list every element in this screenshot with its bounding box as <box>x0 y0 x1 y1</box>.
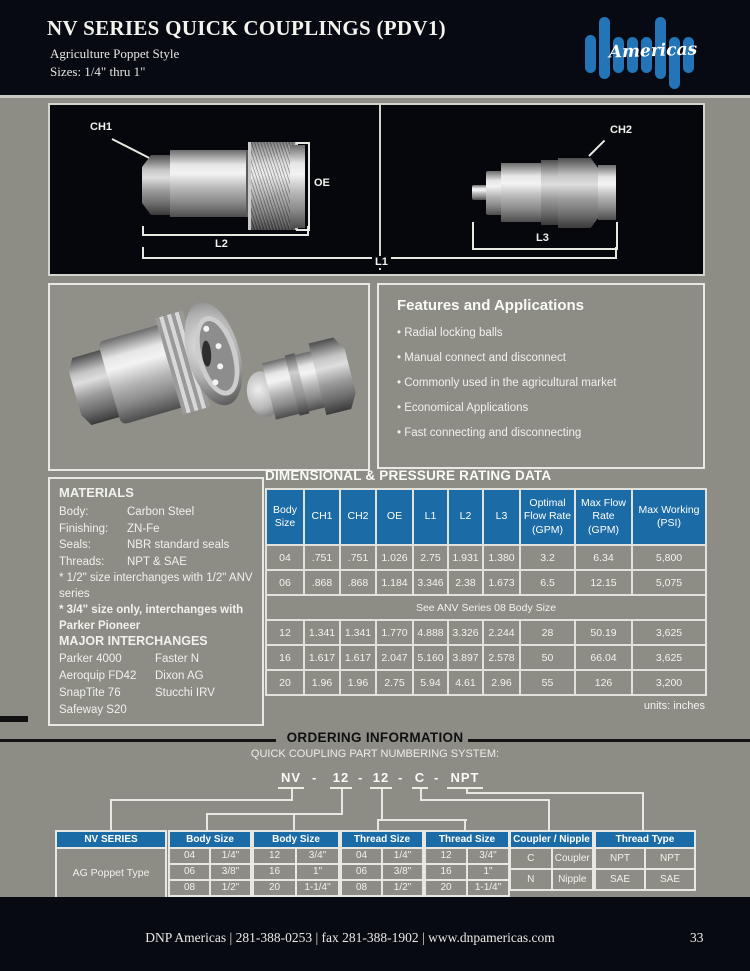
dimension-cell: 1.341 <box>304 620 340 645</box>
part-number-segment: NPT <box>447 770 483 789</box>
dimension-cell: 6.5 <box>520 570 575 595</box>
ordering-box <box>509 830 594 891</box>
materials-label: Seals: <box>59 539 91 551</box>
ordering-code-cell: 06 <box>170 865 211 879</box>
dimension-cell: 2.75 <box>413 545 448 570</box>
ordering-value-cell: 1" <box>312 866 323 877</box>
interchange-left: Safeway S20 <box>59 704 127 716</box>
interchange-row <box>59 685 255 702</box>
dimension-table-header-row <box>266 489 706 545</box>
page-title: NV SERIES QUICK COUPLINGS (PDV1) <box>47 16 446 40</box>
dimension-cell: 1.184 <box>376 570 413 595</box>
ordering-code-cell: 12 <box>254 849 297 863</box>
dimension-cell: 4.888 <box>413 620 448 645</box>
dimension-cell: 1.617 <box>340 645 376 670</box>
materials-label: Finishing: <box>59 522 109 535</box>
ordering-code-cell: 16 <box>254 865 297 879</box>
feature-item: • Fast connecting and disconnecting <box>397 427 616 439</box>
ordering-box-row <box>596 870 694 889</box>
part-number-separator: - <box>312 770 317 785</box>
ordering-box-row <box>254 881 338 895</box>
ordering-code-cell: 12 <box>426 849 468 863</box>
part-number-segment: C <box>412 770 428 789</box>
dimension-cell: 3.2 <box>520 545 575 570</box>
page-footer <box>0 897 750 971</box>
materials-row <box>59 504 255 521</box>
interchange-right: Faster N <box>155 653 200 665</box>
product-photo-panel <box>48 283 370 471</box>
dimension-cell: 28 <box>520 620 575 645</box>
dimension-table-row <box>266 670 706 695</box>
page-header <box>0 0 750 98</box>
photo-nipple <box>239 335 360 432</box>
ordering-box-row <box>342 849 422 865</box>
connector-line <box>381 789 383 821</box>
connector-line <box>420 799 550 801</box>
materials-row <box>59 521 255 538</box>
dimension-cell: 1.931 <box>448 545 483 570</box>
ordering-value-cell: 3/4" <box>308 850 327 861</box>
ordering-box-row <box>596 849 694 870</box>
connector-line <box>110 799 293 801</box>
connector-line <box>110 799 112 831</box>
connector-line <box>548 799 550 831</box>
dimension-column-header: CH2 <box>340 489 376 545</box>
dimension-cell: 4.61 <box>448 670 483 695</box>
ordering-box-row <box>511 849 592 870</box>
coupler-hex-nut <box>142 155 172 215</box>
dimension-cell: 3,625 <box>632 645 706 670</box>
dimension-cell: 126 <box>575 670 632 695</box>
ordering-box <box>594 830 696 891</box>
dim-label-l1: L1 <box>372 256 391 268</box>
connector-line <box>293 813 295 831</box>
ordering-box-row <box>426 865 508 881</box>
ordering-value-cell: 1/2" <box>393 882 412 893</box>
features-panel <box>377 283 705 469</box>
ordering-box-header: Thread Size <box>426 832 508 849</box>
dimension-cell: .868 <box>304 570 340 595</box>
ordering-value-cell: 1-1/4" <box>474 882 502 893</box>
ordering-value-cell: 1/4" <box>221 850 240 861</box>
dimension-cell: 3.326 <box>448 620 483 645</box>
ordering-box-header: Thread Size <box>342 832 422 849</box>
materials-row <box>59 537 255 554</box>
ordering-code-cell: C <box>511 849 553 868</box>
ordering-code-cell: 04 <box>170 849 211 863</box>
dimension-cell: 50 <box>520 645 575 670</box>
dimension-cell: 1.96 <box>340 670 376 695</box>
ordering-code-cell: 04 <box>342 849 383 863</box>
ch2-pointer-line <box>588 140 605 157</box>
ordering-box-row <box>342 865 422 881</box>
part-number-separator: - <box>358 770 363 785</box>
dim-label-ch2: CH2 <box>610 124 633 136</box>
materials-note-2: * 3/4" size only, interchanges with Parker Pioneer <box>59 604 244 632</box>
feature-item: • Commonly used in the agricultural market <box>397 377 616 389</box>
part-number-separator: - <box>434 770 439 785</box>
nipple-body <box>501 163 544 222</box>
ordering-value-cell: 1-1/4" <box>304 882 331 893</box>
dimension-table <box>265 488 707 696</box>
dimension-table-row <box>266 545 706 570</box>
dimension-column-header: Body Size <box>266 489 304 545</box>
connector-line <box>642 792 644 831</box>
dimension-cell: 06 <box>266 570 304 595</box>
ordering-value-cell: 1" <box>483 866 493 877</box>
interchanges-title: MAJOR INTERCHANGES <box>59 634 208 648</box>
dimension-cell: 20 <box>266 670 304 695</box>
page-number: 33 <box>690 930 704 945</box>
dimension-column-header: OE <box>376 489 413 545</box>
dimension-cell: 2.047 <box>376 645 413 670</box>
dim-label-ch1: CH1 <box>90 121 113 133</box>
ordering-box-header: NV SERIES <box>57 832 165 849</box>
ordering-box-header: Body Size <box>254 832 338 849</box>
ordering-value-cell: 1/2" <box>221 882 240 893</box>
l3-tick-right <box>616 222 618 250</box>
materials-panel <box>48 477 264 726</box>
dimension-cell: 12 <box>266 620 304 645</box>
page-subtitle-style: Agriculture Poppet Style <box>50 46 180 61</box>
dimension-cell: 5,800 <box>632 545 706 570</box>
ordering-code-cell: 08 <box>170 881 211 895</box>
dimension-cell: 2.96 <box>483 670 520 695</box>
coupler-diagram <box>50 105 381 270</box>
ordering-box <box>340 830 424 897</box>
dimension-table-row <box>266 645 706 670</box>
photo-coupler <box>60 296 253 447</box>
footer-contact: DNP Americas | 281-388-0253 | fax 281-388-1902 | www.dnpamericas.com <box>145 930 555 945</box>
nipple-ring <box>541 160 560 225</box>
ordering-value-cell: 3/4" <box>479 850 497 861</box>
ch1-pointer-line <box>112 138 154 161</box>
materials-row <box>59 554 255 571</box>
dimension-table-body <box>266 545 706 695</box>
ordering-value-cell: 3/8" <box>393 866 412 877</box>
ordering-value-cell: Nipple <box>558 874 587 885</box>
interchange-row <box>59 651 255 668</box>
dim-label-l2: L2 <box>215 238 228 250</box>
dimension-column-header: L1 <box>413 489 448 545</box>
l3-bracket-line <box>472 248 618 250</box>
dimension-table-title: DIMENSIONAL & PRESSURE RATING DATA <box>265 468 552 483</box>
interchange-row <box>59 702 255 719</box>
ordering-box-row <box>170 865 250 881</box>
ordering-box-row <box>342 881 422 895</box>
interchange-row <box>59 668 255 685</box>
ordering-title: ORDERING INFORMATION <box>286 730 464 745</box>
ordering-box <box>168 830 252 897</box>
dimension-cell: 1.673 <box>483 570 520 595</box>
ordering-code-cell: N <box>511 870 553 889</box>
dimension-cell: 3.897 <box>448 645 483 670</box>
features-list <box>397 327 616 452</box>
part-number-segment: NV <box>278 770 304 789</box>
dimension-cell: 2.578 <box>483 645 520 670</box>
dimension-cell: .751 <box>304 545 340 570</box>
dimension-cell: 2.75 <box>376 670 413 695</box>
connector-line <box>206 813 343 815</box>
dnp-logo <box>585 5 715 93</box>
feature-item: • Radial locking balls <box>397 327 616 339</box>
part-number-separator: - <box>398 770 403 785</box>
dimension-cell: 50.19 <box>575 620 632 645</box>
ordering-value-cell: NPT <box>660 853 680 864</box>
ordering-value-cell: SAE <box>659 874 680 885</box>
dim-label-oe: OE <box>314 177 330 189</box>
ordering-box-row <box>170 881 250 895</box>
dimension-table-row <box>266 620 706 645</box>
page-subtitle-sizes: Sizes: 1/4" thru 1" <box>50 64 146 79</box>
materials-rows <box>59 504 255 570</box>
dimension-cell: 5,075 <box>632 570 706 595</box>
scan-edge-mark <box>0 716 28 722</box>
connector-line <box>341 789 343 815</box>
dimension-column-header: L3 <box>483 489 520 545</box>
ordering-box-header: Thread Type <box>596 832 694 849</box>
ordering-box-row <box>254 849 338 865</box>
dimension-cell: 5.94 <box>413 670 448 695</box>
ordering-box <box>252 830 340 897</box>
dimension-cell: 2.244 <box>483 620 520 645</box>
nipple-diagram <box>381 105 699 270</box>
ordering-code-cell: 20 <box>426 881 468 895</box>
interchange-right: Stucchi IRV <box>155 687 215 699</box>
dimension-table-row <box>266 595 706 620</box>
dimension-cell: 3,625 <box>632 620 706 645</box>
features-title: Features and Applications <box>397 297 584 314</box>
oe-bracket-line <box>308 142 310 231</box>
ordering-box <box>55 830 167 899</box>
interchange-right: Dixon AG <box>155 670 204 682</box>
ordering-code-cell: 06 <box>342 865 383 879</box>
ordering-box-row <box>426 881 508 895</box>
interchange-left: SnapTite 76 <box>59 687 121 699</box>
dimension-cell: 2.38 <box>448 570 483 595</box>
dimension-cell: 1.96 <box>304 670 340 695</box>
ordering-value-cell: 1/4" <box>393 850 412 861</box>
ordering-box-row <box>511 870 592 889</box>
dimension-cell: 1.617 <box>304 645 340 670</box>
dimension-cell: 1.026 <box>376 545 413 570</box>
dimension-cell: .868 <box>340 570 376 595</box>
ordering-box-header: Body Size <box>170 832 250 849</box>
interchanges-rows <box>59 651 255 719</box>
ordering-box-row <box>170 849 250 865</box>
nipple-end <box>598 165 616 220</box>
dimension-column-header: CH1 <box>304 489 340 545</box>
dimension-cell: 12.15 <box>575 570 632 595</box>
ordering-box-header: Coupler / Nipple <box>511 832 592 849</box>
dim-label-l3: L3 <box>536 232 549 244</box>
materials-value: Carbon Steel <box>127 506 195 518</box>
nipple-hex-nut <box>558 158 600 228</box>
dimension-cell: 1.341 <box>340 620 376 645</box>
ordering-box-cell: AG Poppet Type <box>72 867 150 879</box>
interchange-left: Aeroquip FD42 <box>59 670 137 682</box>
ordering-subtitle: QUICK COUPLING PART NUMBERING SYSTEM: <box>250 748 500 760</box>
dimension-cell: 16 <box>266 645 304 670</box>
dimension-cell: 5.160 <box>413 645 448 670</box>
connector-line <box>206 813 208 831</box>
materials-value: NPT & SAE <box>127 555 187 568</box>
dimension-cell: 66.04 <box>575 645 632 670</box>
l3-tick-left <box>472 222 474 250</box>
part-number-segment: 12 <box>330 770 352 789</box>
interchange-left: Parker 4000 <box>59 653 122 665</box>
units-note: units: inches <box>643 700 705 712</box>
dimension-table-section <box>265 468 705 712</box>
ordering-code-cell: NPT <box>596 849 646 868</box>
connector-line <box>466 792 644 794</box>
dimension-cell: 04 <box>266 545 304 570</box>
dimension-cell: 1.380 <box>483 545 520 570</box>
coupler-collar <box>290 145 305 228</box>
feature-item: • Manual connect and disconnect <box>397 352 616 364</box>
coupler-body <box>170 150 250 217</box>
dimension-column-header: Max Working (PSI) <box>632 489 706 545</box>
materials-value: NBR standard seals <box>127 539 230 551</box>
dimension-cell: 6.34 <box>575 545 632 570</box>
part-number-segment: 12 <box>370 770 392 789</box>
feature-item: • Economical Applications <box>397 402 616 414</box>
ordering-code-cell: 20 <box>254 881 297 895</box>
logo-americas-text: Americas <box>608 39 698 63</box>
dimension-diagram-panel <box>48 103 705 276</box>
ordering-value-cell: 3/8" <box>221 866 240 877</box>
ordering-value-cell: Coupler <box>554 853 590 864</box>
ordering-code-cell: 16 <box>426 865 468 879</box>
dimension-cell: 55 <box>520 670 575 695</box>
dimension-table-row <box>266 570 706 595</box>
ordering-code-cell: SAE <box>596 870 646 889</box>
ordering-box-row <box>254 865 338 881</box>
ordering-code-cell: 08 <box>342 881 383 895</box>
ordering-box <box>424 830 510 897</box>
l2-bracket-line <box>142 234 309 236</box>
dimension-cell: 1.770 <box>376 620 413 645</box>
materials-title: MATERIALS <box>59 485 134 500</box>
materials-value: ZN-Fe <box>127 522 160 535</box>
dimension-column-header: Optimal Flow Rate (GPM) <box>520 489 575 545</box>
dimension-column-header: Max Flow Rate (GPM) <box>575 489 632 545</box>
connector-line <box>377 819 467 821</box>
materials-label: Body: <box>59 506 89 518</box>
ordering-box-row <box>426 849 508 865</box>
dimension-cell: .751 <box>340 545 376 570</box>
materials-label: Threads: <box>59 555 105 568</box>
dimension-cell: 3,200 <box>632 670 706 695</box>
dimension-merged-note: See ANV Series 08 Body Size <box>266 595 706 620</box>
materials-note-1: * 1/2" size interchanges with 1/2" ANV series <box>59 572 253 600</box>
dimension-cell: 3.346 <box>413 570 448 595</box>
dimension-column-header: L2 <box>448 489 483 545</box>
